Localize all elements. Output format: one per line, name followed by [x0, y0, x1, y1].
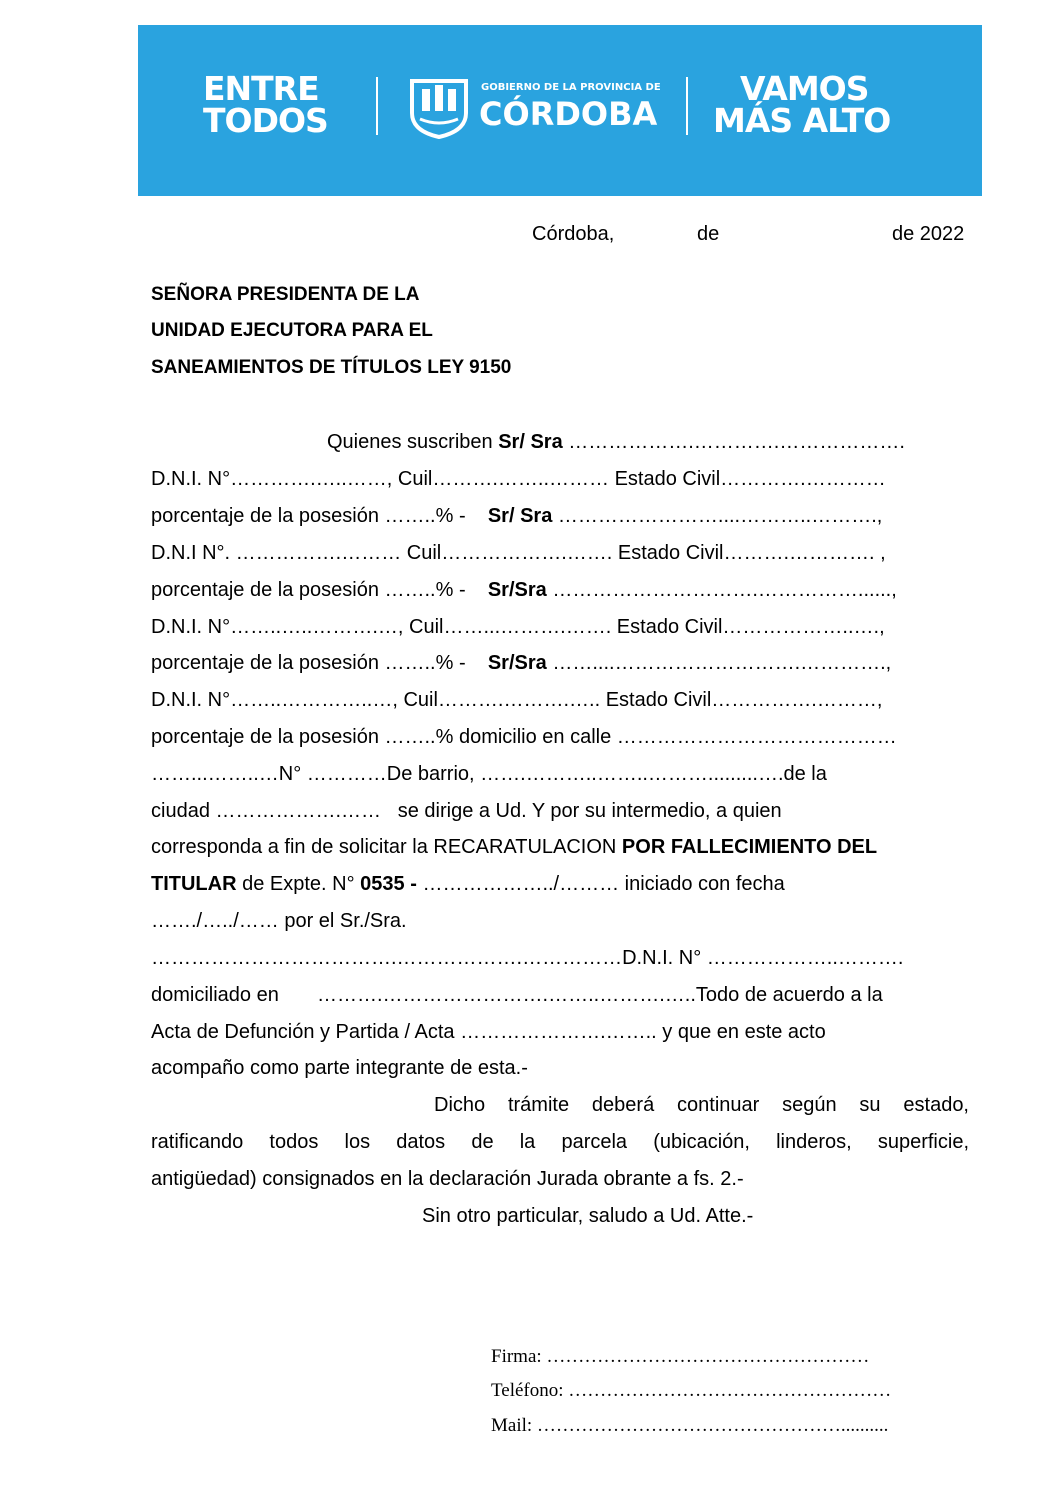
gov-small-text: GOBIERNO DE LA PROVINCIA DE	[481, 82, 661, 93]
text: ………………../……… iniciado con fecha	[422, 873, 785, 895]
text: ……....……………………….………….,	[546, 652, 892, 674]
cordoba-shield-icon	[408, 75, 470, 139]
text: Sr/Sra	[487, 652, 547, 674]
entre-todos-logo	[203, 69, 328, 140]
addressee-line: UNIDAD EJECUTORA PARA EL	[151, 320, 433, 341]
text: ………………………….……………......,	[546, 579, 897, 601]
text: porcentaje de la posesión ……..% -	[151, 579, 488, 601]
body-line: ratificando todos los datos de la parcela (ubicación, linderos, superficie,	[151, 1131, 969, 1153]
body-line: domiciliado en	[151, 984, 279, 1006]
body-line	[151, 651, 891, 675]
body-line: antigüedad) consignados en la declaración Jurada obrante a fs. 2.-	[151, 1168, 744, 1190]
body-line	[151, 872, 785, 896]
divider	[376, 77, 378, 135]
body-line: ……./…../…… por el Sr./Sra.	[151, 910, 407, 932]
vamos-mas-alto-logo	[713, 69, 891, 140]
body-line: Acta de Defunción y Partida / Acta ………………….…….. y que en este acto	[151, 1021, 826, 1043]
firma-field: Firma: ……………………………………………	[491, 1346, 870, 1367]
logo-line: TODOS	[203, 101, 328, 140]
text: Quienes suscriben	[327, 431, 499, 453]
logo-line: MÁS ALTO	[713, 101, 891, 140]
text: Sr/Sra	[487, 579, 547, 601]
header-banner	[138, 25, 982, 196]
text: POR FALLECIMIENTO DEL	[621, 836, 878, 858]
body-line: Dicho trámite deberá continuar según su estado,	[434, 1094, 969, 1116]
body-line: ciudad ……………….…… se dirige a Ud. Y por su intermedio, a quien	[151, 800, 782, 822]
text: corresponda a fin de solicitar la RECARATULACION	[151, 836, 622, 858]
text: Sr/ Sra	[498, 431, 563, 453]
body-line: D.N.I. N°………….…..……, Cuil……….……..……… Estado Civil………….…………	[151, 468, 886, 490]
text: Sr/ Sra	[487, 505, 553, 527]
logo-line: VAMOS	[740, 69, 869, 108]
date-de: de	[697, 223, 720, 245]
closing-line: Sin otro particular, saludo a Ud. Atte.-	[422, 1205, 754, 1227]
mail-field: Mail: …………………………………………..........	[491, 1415, 889, 1436]
body-line: ……………………………….……………….……………D.N.I. N° ………………..……….	[151, 947, 904, 969]
body-line: porcentaje de la posesión ……..% domicilio en calle ……………………………………	[151, 726, 897, 748]
cordoba-logo-text: CÓRDOBA	[479, 95, 658, 133]
date-city: Córdoba,	[532, 223, 615, 245]
divider	[686, 77, 688, 135]
addressee-line: SEÑORA PRESIDENTA DE LA	[151, 284, 420, 305]
body-line	[151, 835, 877, 859]
text: ……………………....………..……….,	[552, 505, 883, 527]
text: ……………….………….……………….	[562, 431, 905, 453]
body-line: ……...……..…N° …………De barrio, …….………..……..……….........….de la	[151, 763, 827, 785]
text: 0535 -	[360, 873, 423, 895]
body-line: D.N.I. N°……..…………..…, Cuil……….……….….. Estado Civil…………….………,	[151, 689, 883, 711]
text: porcentaje de la posesión ……..% -	[151, 652, 488, 674]
date-year: de 2022	[892, 223, 965, 245]
text: TITULAR	[151, 873, 237, 895]
logo-line: ENTRE	[203, 69, 319, 108]
body-line	[151, 504, 882, 528]
body-line	[151, 578, 897, 602]
telefono-field: Teléfono: ……………………………………………	[491, 1380, 892, 1401]
text: de Expte. N°	[236, 873, 361, 895]
text: porcentaje de la posesión ……..% -	[151, 505, 488, 527]
addressee-line: SANEAMIENTOS DE TÍTULOS LEY 9150	[151, 357, 512, 378]
body-line: D.N.I N°. …………….……… Cuil……………….……. Estado Civil……….…………. ,	[151, 542, 886, 564]
body-line	[327, 430, 905, 454]
body-line: D.N.I. N°……..…..……….…, Cuil……...……….……. Estado Civil………………..….,	[151, 616, 885, 638]
body-line: acompaño como parte integrante de esta.-	[151, 1057, 528, 1079]
body-line: ……….…………………….……..……….…..Todo de acuerdo a la	[317, 984, 883, 1006]
